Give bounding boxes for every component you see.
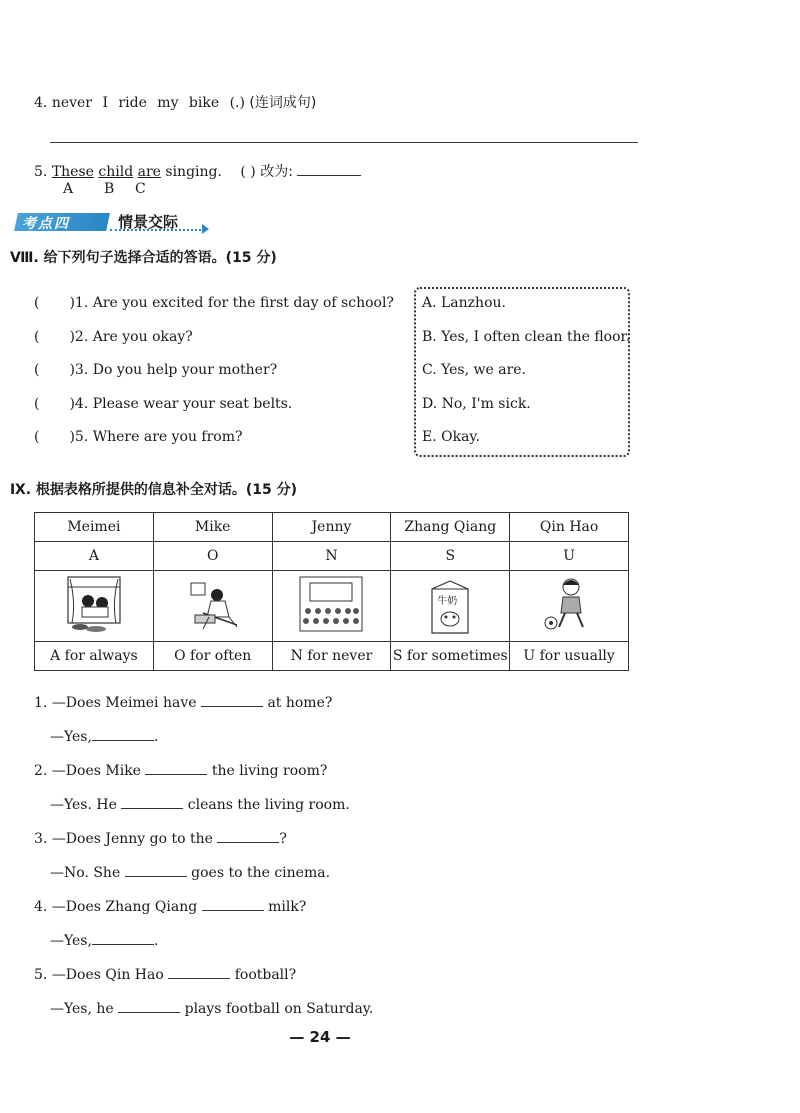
answer-blank[interactable] (201, 692, 263, 707)
answer-blank[interactable] (125, 862, 187, 877)
answer-paren[interactable]: ( (34, 429, 40, 445)
letter-cell: A (35, 542, 154, 571)
picture-cell (35, 571, 154, 642)
dialog-text: . (153, 729, 159, 745)
name-cell: Meimei (35, 513, 154, 542)
picture-cell (510, 571, 629, 642)
option-d: D. No, I'm sick. (422, 396, 531, 412)
q4-instruction: (连词成句) (249, 95, 317, 111)
boy-cleaning-illustration (181, 573, 245, 635)
q5-line (34, 161, 361, 181)
dialog-5-answer (50, 998, 373, 1017)
legend-cell: U for usually (510, 642, 629, 671)
dialog-text: —Yes, (50, 729, 92, 745)
name-cell: Zhang Qiang (391, 513, 510, 542)
dialog-4-question (34, 896, 306, 915)
q4-answer-line[interactable] (50, 142, 638, 143)
letter-cell: S (391, 542, 510, 571)
q4-line (34, 92, 316, 112)
question-text: )1. Are you excited for the first day of school? (69, 295, 394, 311)
dialog-text: 4. —Does Zhang Qiang (34, 899, 198, 915)
letter-cell: U (510, 542, 629, 571)
dialog-text: 2. —Does Mike (34, 763, 141, 779)
q5-change-label: 改为: (260, 164, 293, 180)
part8-question-3 (34, 362, 277, 378)
q5-number: 5. (34, 164, 48, 180)
page-number: — 24 — (289, 1028, 351, 1046)
dialog-2-question (34, 760, 327, 779)
dialog-5-question (34, 964, 296, 983)
q4-number: 4. (34, 95, 48, 111)
name-cell: Jenny (272, 513, 391, 542)
milk-carton-illustration (420, 575, 480, 637)
answer-blank[interactable] (118, 998, 180, 1013)
picture-cell (272, 571, 391, 642)
answer-blank[interactable] (145, 760, 207, 775)
q5-rest: singing. (165, 164, 222, 180)
dialog-1-question (34, 692, 332, 711)
section-arrow-icon (202, 224, 209, 234)
dialog-text: 5. —Does Qin Hao (34, 967, 164, 983)
question-text: )5. Where are you from? (69, 429, 243, 445)
letter-cell: O (153, 542, 272, 571)
answer-blank[interactable] (202, 896, 264, 911)
section-banner-label: 考点四 (22, 216, 70, 232)
dialog-2-answer (50, 794, 350, 813)
question-text: )2. Are you okay? (69, 329, 193, 345)
dialog-text: —Yes, he (50, 1001, 114, 1017)
option-a: A. Lanzhou. (422, 295, 506, 311)
q5-label-c: C (135, 181, 146, 197)
part8-heading: Ⅷ. 给下列句子选择合适的答语。(15 分) (10, 250, 277, 266)
dialog-text: football? (234, 967, 297, 983)
q5-paren[interactable]: ( ) (240, 164, 256, 180)
dialog-3-answer (50, 862, 330, 881)
frequency-table (34, 512, 629, 671)
legend-cell: S for sometimes (391, 642, 510, 671)
dialog-text: plays football on Saturday. (184, 1001, 374, 1017)
legend-cell: N for never (272, 642, 391, 671)
dialog-text: milk? (268, 899, 307, 915)
q5-label-a: A (63, 181, 74, 197)
legend-cell: A for always (35, 642, 154, 671)
name-cell: Qin Hao (510, 513, 629, 542)
option-e: E. Okay. (422, 429, 480, 445)
milk-label: 牛奶 (437, 596, 458, 607)
dialog-text: goes to the cinema. (191, 865, 331, 881)
part8-question-2 (34, 329, 193, 345)
dialog-text: cleans the living room. (187, 797, 350, 813)
dialog-3-question (34, 828, 287, 847)
dialog-text: —No. She (50, 865, 121, 881)
answer-blank[interactable] (92, 930, 154, 945)
answer-blank[interactable] (121, 794, 183, 809)
dialog-text: 3. —Does Jenny go to the (34, 831, 213, 847)
answer-blank[interactable] (168, 964, 230, 979)
answer-blank[interactable] (92, 726, 154, 741)
option-c: C. Yes, we are. (422, 362, 527, 378)
q5-word-c: are (137, 164, 161, 180)
part8-question-4 (34, 396, 292, 412)
question-text: )4. Please wear your seat belts. (69, 396, 293, 412)
q5-word-b: child (98, 164, 134, 180)
dialog-text: 1. —Does Meimei have (34, 695, 197, 711)
picture-cell (391, 571, 510, 642)
dialog-1-answer (50, 726, 158, 745)
q4-words: never I ride my bike (.) (51, 95, 245, 111)
dialog-text: —Yes, (50, 933, 92, 949)
q5-word-a: These (51, 164, 94, 180)
question-text: )3. Do you help your mother? (69, 362, 278, 378)
dialog-text: ? (279, 831, 287, 847)
answer-paren[interactable]: ( (34, 329, 40, 345)
option-b: B. Yes, I often clean the floor. (422, 329, 631, 345)
dialog-text: . (153, 933, 159, 949)
letter-cell: N (272, 542, 391, 571)
part9-heading: Ⅸ. 根据表格所提供的信息补全对话。(15 分) (10, 482, 298, 498)
name-cell: Mike (153, 513, 272, 542)
dialog-4-answer (50, 930, 158, 949)
answer-paren[interactable]: ( (34, 362, 40, 378)
dialog-text: —Yes. He (50, 797, 117, 813)
legend-cell: O for often (153, 642, 272, 671)
dialog-text: the living room? (211, 763, 328, 779)
section-title: 情景交际 (118, 213, 179, 231)
section-dotted-rule (110, 229, 205, 231)
q5-label-b: B (104, 181, 115, 197)
dialog-text: at home? (267, 695, 333, 711)
part8-question-5 (34, 429, 243, 445)
girl-reading-illustration (62, 573, 126, 635)
q5-answer-blank[interactable] (297, 161, 361, 176)
answer-paren[interactable]: ( (34, 295, 40, 311)
boy-football-illustration (537, 573, 601, 635)
part8-question-1 (34, 295, 394, 311)
answer-paren[interactable]: ( (34, 396, 40, 412)
answer-blank[interactable] (217, 828, 279, 843)
cinema-illustration (296, 573, 366, 635)
picture-cell (153, 571, 272, 642)
